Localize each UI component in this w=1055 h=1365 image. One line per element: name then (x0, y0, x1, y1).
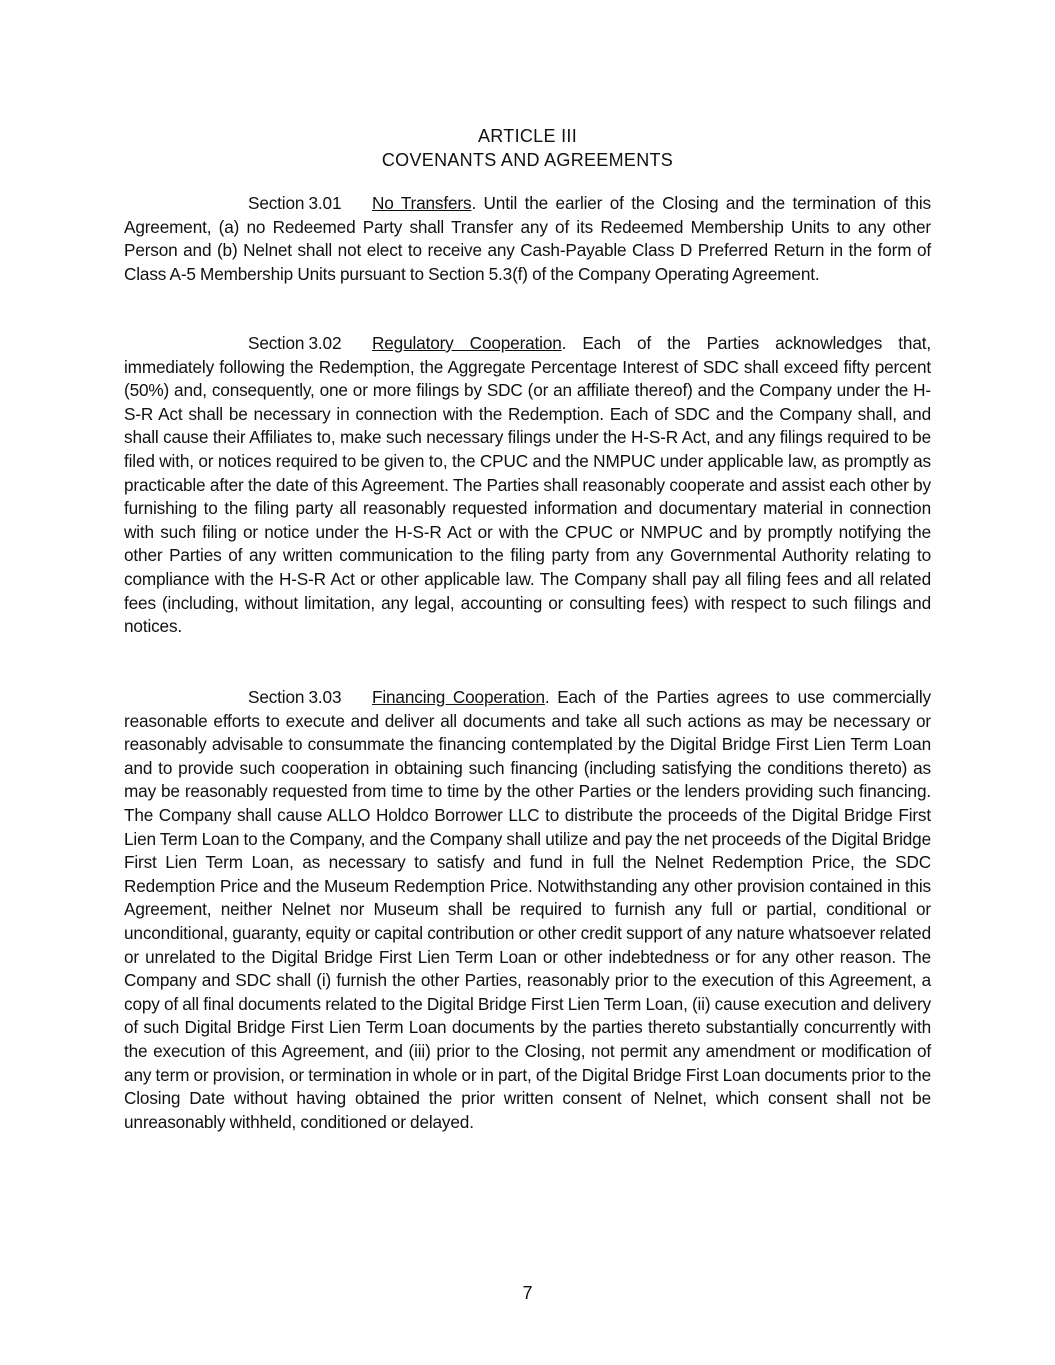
section-3-03 (124, 686, 931, 1134)
section-number: Section 3.03 (248, 687, 342, 707)
section-caption: Regulatory Cooperation (372, 333, 562, 353)
section-3-02 (124, 332, 931, 639)
page-number: 7 (522, 1283, 533, 1303)
section-caption: No Transfers (372, 193, 472, 213)
article-number: ARTICLE III (478, 126, 577, 146)
article-title: COVENANTS AND AGREEMENTS (381, 150, 674, 170)
section-caption: Financing Cooperation (372, 687, 545, 707)
section-body: . Each of the Parties agrees to use commercially reasonable efforts to execute and deliver all documents and take all such actions as may be necessary or reasonably advisable to consummate the financing contemplated by the Digital Bridge First Lien Term Loan and to provide such cooperation in obtaining such financing (including satisfying the conditions thereto) as may be reasonably requested from time to time by the other Parties or the lenders providing such financing. The Company shall cause ALLO Holdco Borrower LLC to distribute the proceeds of the Digital Bridge First Lien Term Loan to the Company, and the Company shall utilize and pay the net proceeds of the Digital Bridge First Lien Term Loan, as necessary to satisfy and fund in full the Nelnet Redemption Price, the SDC Redemption Price and the Museum Redemption Price. Notwithstanding any other provision contained in this Agreement, neither Nelnet nor Museum shall be required to furnish any full or partial, conditional or unconditional, guaranty, equity or capital contribution or other credit support of any nature whatsoever related or unrelated to the Digital Bridge First Lien Term Loan or other indebtedness or for any other reason. The Company and SDC shall (i) furnish the other Parties, reasonably prior to the execution of this Agreement, a copy of all final documents related to the Digital Bridge First Lien Term Loan, (ii) cause execution and delivery of such Digital Bridge First Lien Term Loan documents by the parties thereto substantially concurrently with the execution of this Agreement, and (iii) prior to the Closing, not permit any amendment or modification of any term or provision, or termination in whole or in part, of the Digital Bridge First Loan documents prior to the Closing Date without having obtained the prior written consent of Nelnet, which consent shall not be unreasonably withheld, conditioned or delayed. (124, 687, 931, 1132)
section-number: Section 3.01 (248, 193, 342, 213)
section-number: Section 3.02 (248, 333, 342, 353)
section-body: . Each of the Parties acknowledges that, immediately following the Redemption, the Aggregate Percentage Interest of SDC shall exceed fifty percent (50%) and, consequently, one or more filings by SDC (or an affiliate thereof) and the Company under the H-S-R Act shall be necessary in connection with the Redemption. Each of SDC and the Company shall, and shall cause their Affiliates to, make such necessary filings under the H-S-R Act, and any filings required to be filed with, or notices required to be given to, the CPUC and the NMPUC under applicable law, as promptly as practicable after the date of this Agreement. The Parties shall reasonably cooperate and assist each other by furnishing to the filing party all reasonably requested information and documentary material in connection with such filing or notice under the H-S-R Act or with the CPUC or NMPUC and by promptly notifying the other Parties of any written communication to the filing party from any Governmental Authority relating to compliance with the H-S-R Act or other applicable law. The Company shall pay all filing fees and all related fees (including, without limitation, any legal, accounting or consulting fees) with respect to such filings and notices. (124, 333, 931, 637)
section-3-01 (124, 192, 931, 286)
section-body: . Until the earlier of the Closing and the termination of this Agreement, (a) no Redeemed Party shall Transfer any of its Redeemed Membership Units to any other Person and (b) Nelnet shall not elect to receive any Cash-Payable Class D Preferred Return in the form of Class A-5 Membership Units pursuant to Section 5.3(f) of the Company Operating Agreement. (124, 193, 931, 284)
